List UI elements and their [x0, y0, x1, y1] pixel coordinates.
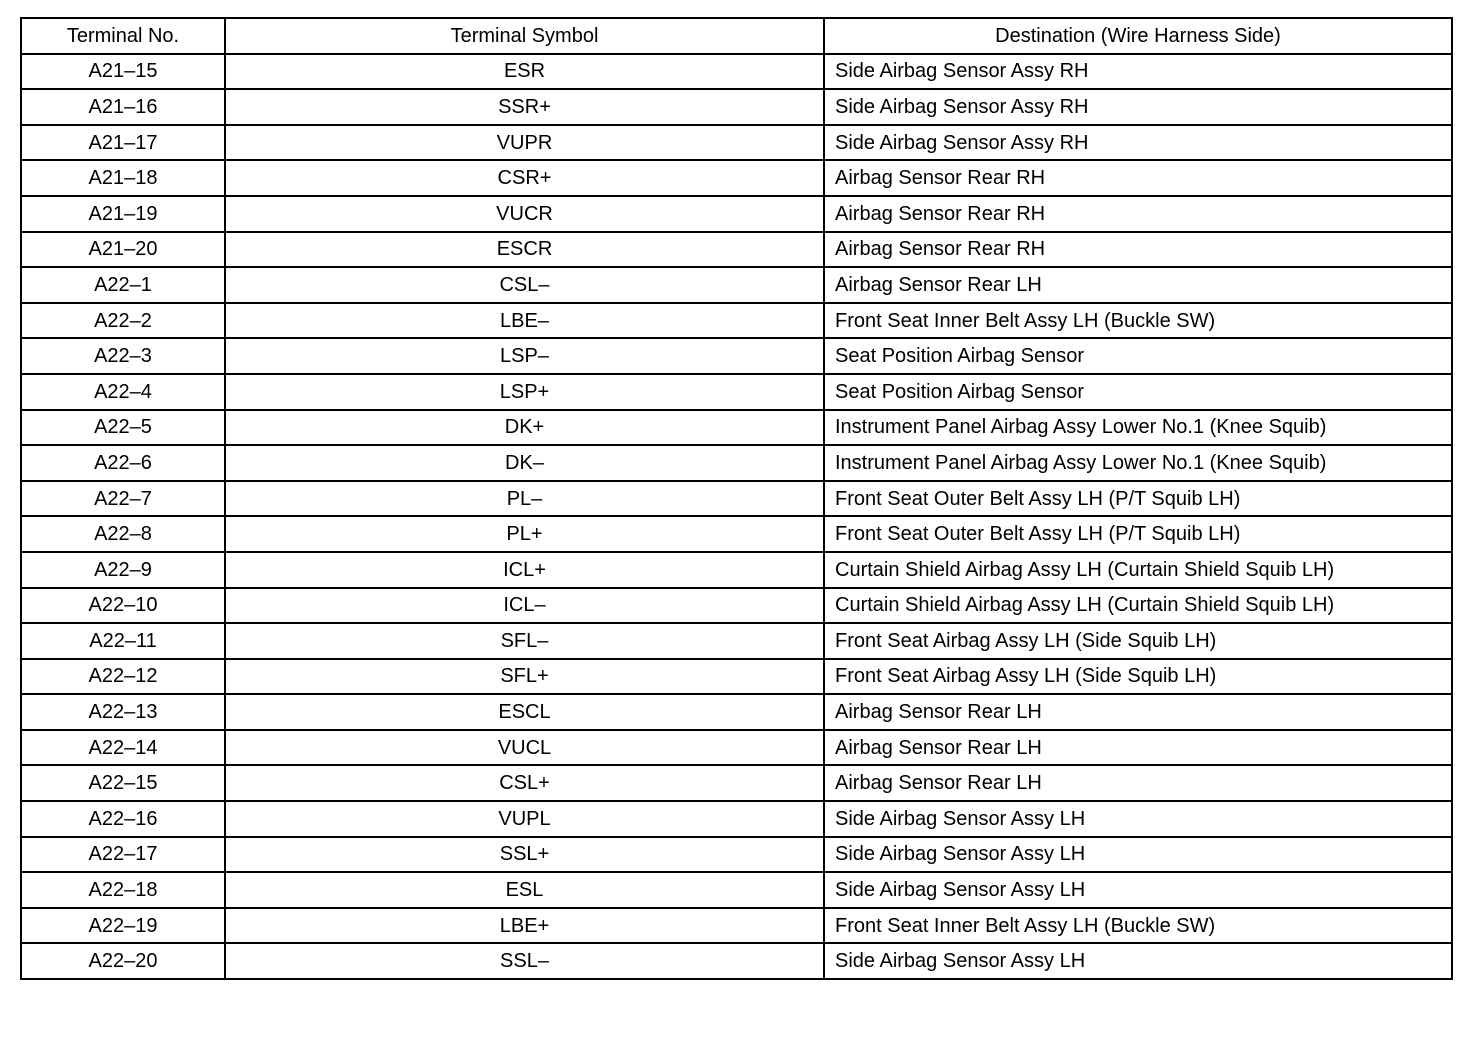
cell-destination: Airbag Sensor Rear RH — [824, 160, 1452, 196]
header-destination: Destination (Wire Harness Side) — [824, 18, 1452, 54]
cell-terminal-symbol: SSL+ — [225, 837, 824, 873]
table-row — [21, 659, 1452, 695]
cell-terminal-symbol: VUPR — [225, 125, 824, 161]
table-row — [21, 943, 1452, 979]
cell-terminal-no: A22–7 — [21, 481, 225, 517]
table-header-row — [21, 18, 1452, 54]
cell-destination: Side Airbag Sensor Assy RH — [824, 54, 1452, 90]
cell-terminal-no: A22–18 — [21, 872, 225, 908]
cell-destination: Seat Position Airbag Sensor — [824, 374, 1452, 410]
table-row — [21, 267, 1452, 303]
cell-terminal-no: A22–16 — [21, 801, 225, 837]
cell-destination: Front Seat Outer Belt Assy LH (P/T Squib LH) — [824, 481, 1452, 517]
cell-terminal-symbol: DK+ — [225, 410, 824, 446]
table-row — [21, 694, 1452, 730]
cell-terminal-no: A22–4 — [21, 374, 225, 410]
table-row — [21, 303, 1452, 339]
terminal-table — [20, 17, 1453, 980]
table-row — [21, 908, 1452, 944]
cell-terminal-symbol: SSL– — [225, 943, 824, 979]
table-row — [21, 125, 1452, 161]
cell-terminal-symbol: PL– — [225, 481, 824, 517]
cell-terminal-symbol: ESCR — [225, 232, 824, 268]
cell-terminal-no: A22–2 — [21, 303, 225, 339]
cell-terminal-symbol: VUCR — [225, 196, 824, 232]
cell-destination: Airbag Sensor Rear LH — [824, 694, 1452, 730]
cell-destination: Side Airbag Sensor Assy RH — [824, 89, 1452, 125]
cell-terminal-no: A21–19 — [21, 196, 225, 232]
table-row — [21, 837, 1452, 873]
cell-terminal-no: A22–1 — [21, 267, 225, 303]
table-row — [21, 801, 1452, 837]
cell-terminal-symbol: LBE– — [225, 303, 824, 339]
cell-terminal-symbol: SFL+ — [225, 659, 824, 695]
cell-destination: Front Seat Airbag Assy LH (Side Squib LH) — [824, 623, 1452, 659]
table-row — [21, 374, 1452, 410]
cell-terminal-no: A22–10 — [21, 588, 225, 624]
cell-destination: Instrument Panel Airbag Assy Lower No.1 (Knee Squib) — [824, 410, 1452, 446]
cell-terminal-symbol: DK– — [225, 445, 824, 481]
cell-terminal-symbol: VUPL — [225, 801, 824, 837]
header-terminal-no: Terminal No. — [21, 18, 225, 54]
cell-terminal-no: A21–20 — [21, 232, 225, 268]
cell-terminal-symbol: LBE+ — [225, 908, 824, 944]
cell-destination: Airbag Sensor Rear RH — [824, 196, 1452, 232]
cell-destination: Curtain Shield Airbag Assy LH (Curtain Shield Squib LH) — [824, 588, 1452, 624]
cell-destination: Front Seat Inner Belt Assy LH (Buckle SW) — [824, 303, 1452, 339]
table-row — [21, 588, 1452, 624]
cell-terminal-symbol: LSP+ — [225, 374, 824, 410]
cell-destination: Airbag Sensor Rear LH — [824, 730, 1452, 766]
cell-terminal-no: A22–19 — [21, 908, 225, 944]
cell-destination: Airbag Sensor Rear LH — [824, 267, 1452, 303]
cell-terminal-no: A21–15 — [21, 54, 225, 90]
table-row — [21, 196, 1452, 232]
cell-terminal-no: A22–11 — [21, 623, 225, 659]
cell-terminal-no: A22–8 — [21, 516, 225, 552]
cell-terminal-symbol: ICL– — [225, 588, 824, 624]
cell-destination: Side Airbag Sensor Assy LH — [824, 837, 1452, 873]
cell-terminal-symbol: ESR — [225, 54, 824, 90]
cell-destination: Front Seat Outer Belt Assy LH (P/T Squib LH) — [824, 516, 1452, 552]
header-terminal-symbol: Terminal Symbol — [225, 18, 824, 54]
cell-terminal-no: A22–5 — [21, 410, 225, 446]
cell-terminal-symbol: PL+ — [225, 516, 824, 552]
cell-terminal-no: A21–18 — [21, 160, 225, 196]
table-row — [21, 160, 1452, 196]
cell-terminal-symbol: LSP– — [225, 338, 824, 374]
cell-destination: Side Airbag Sensor Assy LH — [824, 872, 1452, 908]
cell-destination: Front Seat Inner Belt Assy LH (Buckle SW) — [824, 908, 1452, 944]
cell-terminal-symbol: ICL+ — [225, 552, 824, 588]
cell-destination: Airbag Sensor Rear LH — [824, 765, 1452, 801]
table-body — [21, 54, 1452, 979]
cell-terminal-no: A22–12 — [21, 659, 225, 695]
cell-terminal-symbol: ESCL — [225, 694, 824, 730]
cell-terminal-no: A22–6 — [21, 445, 225, 481]
cell-terminal-symbol: SSR+ — [225, 89, 824, 125]
cell-terminal-symbol: VUCL — [225, 730, 824, 766]
cell-terminal-no: A22–14 — [21, 730, 225, 766]
cell-destination: Side Airbag Sensor Assy RH — [824, 125, 1452, 161]
table-row — [21, 552, 1452, 588]
cell-terminal-no: A22–17 — [21, 837, 225, 873]
cell-destination: Front Seat Airbag Assy LH (Side Squib LH) — [824, 659, 1452, 695]
cell-destination: Side Airbag Sensor Assy LH — [824, 801, 1452, 837]
cell-terminal-no: A22–15 — [21, 765, 225, 801]
cell-terminal-no: A21–16 — [21, 89, 225, 125]
table-row — [21, 623, 1452, 659]
cell-terminal-symbol: CSL+ — [225, 765, 824, 801]
cell-terminal-no: A22–13 — [21, 694, 225, 730]
cell-destination: Airbag Sensor Rear RH — [824, 232, 1452, 268]
cell-terminal-no: A21–17 — [21, 125, 225, 161]
cell-terminal-symbol: ESL — [225, 872, 824, 908]
table-row — [21, 481, 1452, 517]
table-row — [21, 338, 1452, 374]
table-row — [21, 54, 1452, 90]
cell-terminal-symbol: CSR+ — [225, 160, 824, 196]
cell-destination: Seat Position Airbag Sensor — [824, 338, 1452, 374]
cell-terminal-no: A22–9 — [21, 552, 225, 588]
cell-destination: Side Airbag Sensor Assy LH — [824, 943, 1452, 979]
cell-terminal-symbol: SFL– — [225, 623, 824, 659]
table-row — [21, 730, 1452, 766]
table-row — [21, 410, 1452, 446]
cell-destination: Instrument Panel Airbag Assy Lower No.1 (Knee Squib) — [824, 445, 1452, 481]
table-row — [21, 89, 1452, 125]
table-row — [21, 872, 1452, 908]
cell-terminal-no: A22–3 — [21, 338, 225, 374]
table-row — [21, 516, 1452, 552]
table-row — [21, 765, 1452, 801]
cell-destination: Curtain Shield Airbag Assy LH (Curtain Shield Squib LH) — [824, 552, 1452, 588]
cell-terminal-symbol: CSL– — [225, 267, 824, 303]
cell-terminal-no: A22–20 — [21, 943, 225, 979]
table-row — [21, 445, 1452, 481]
table-row — [21, 232, 1452, 268]
